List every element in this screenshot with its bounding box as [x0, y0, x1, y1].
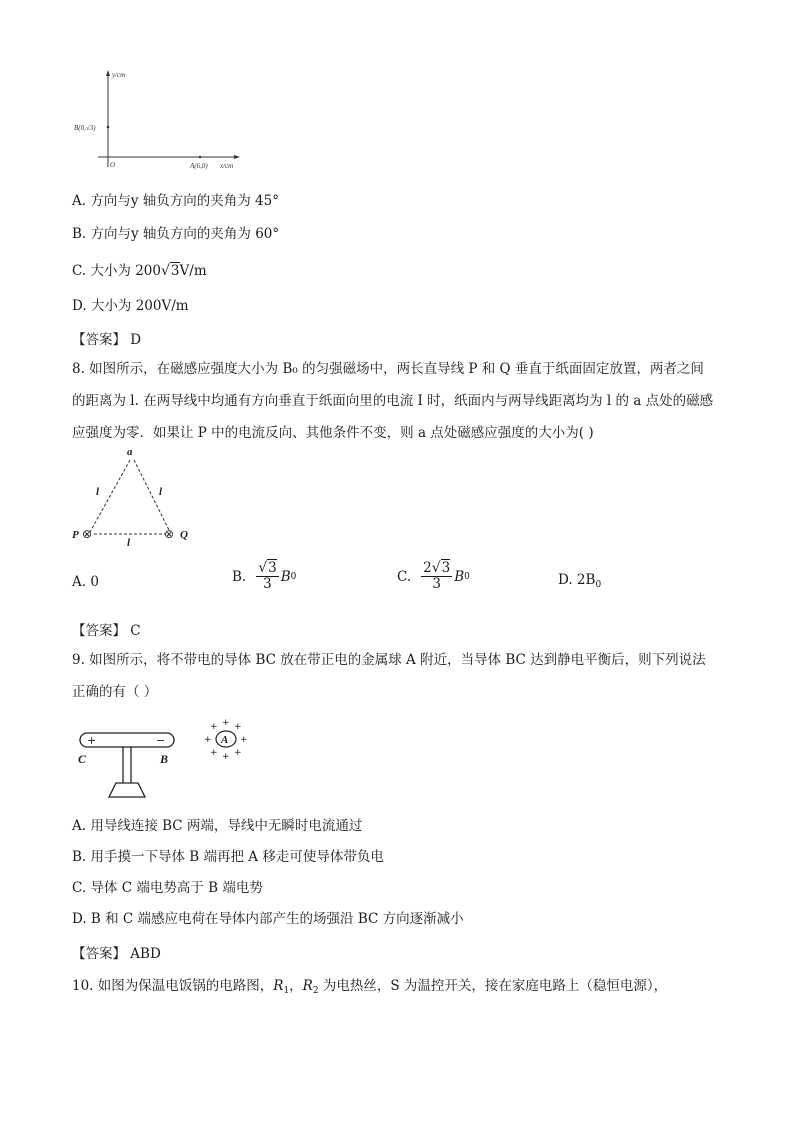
q9-stem-line-1: 9. 如图所示，将不带电的导体 BC 放在带正电的金属球 A 附近，当导体 BC 达到静电平衡后，则下列说法	[72, 652, 706, 668]
q8-option-c-radicand: 3	[441, 560, 451, 576]
q7-answer-value: D	[130, 332, 142, 348]
charge-plus: +	[222, 718, 230, 728]
y-axis-label: y/cm	[112, 71, 126, 79]
q10-stem-line-1	[72, 976, 667, 1001]
q10-sep: ，	[289, 978, 303, 994]
right-side-label: l	[159, 486, 163, 498]
q8-option-b-prefix: B.	[232, 568, 247, 585]
charge-plus: +	[240, 735, 248, 745]
q8-option-c-fraction	[421, 561, 452, 592]
q8-option-d	[558, 572, 601, 590]
q9-conductor-figure	[72, 715, 262, 805]
apex-label: a	[127, 446, 133, 458]
q8-option-c-prefix: C.	[397, 568, 412, 585]
charge-plus: +	[210, 748, 218, 758]
q10-r2: R	[302, 978, 313, 994]
p-wire-icon: ⊗	[82, 527, 93, 541]
conductor-c-label: C	[78, 752, 87, 766]
q8-option-c-sub: 0	[464, 571, 470, 582]
q7-option-c-radicand: 3	[170, 263, 180, 279]
charge-plus: +	[210, 722, 218, 732]
q8-option-c-var: B	[454, 568, 465, 585]
q8-option-b-sub: 0	[290, 571, 297, 582]
q7-coordinate-figure	[70, 62, 250, 177]
q7-answer-label: 【答案】	[72, 332, 126, 348]
q8-option-d-sub: 0	[595, 580, 602, 590]
q8-option-b-radicand: 3	[268, 560, 277, 576]
q9-option-b: B. 用手摸一下导体 B 端再把 A 移走可使导体带负电	[72, 849, 384, 865]
q8-option-b-denominator: 3	[263, 576, 272, 592]
q10-r1: R	[273, 978, 284, 994]
q8-option-c-denominator: 3	[432, 576, 441, 592]
sqrt-icon: √	[258, 560, 268, 576]
q9-answer	[72, 942, 161, 962]
conductor-b-label: B	[160, 752, 169, 766]
q8-stem-line-3: 应强度为零．如果让 P 中的电流反向、其他条件不变，则 a 点处磁感应强度的大小为( )	[72, 425, 594, 441]
q8-stem-line-1: 8. 如图所示，在磁感应强度大小为 B₀ 的匀强磁场中，两长直导线 P 和 Q 垂直于纸面固定放置，两者之间	[72, 361, 704, 377]
conductor-minus: −	[156, 734, 166, 747]
q8-answer-label: 【答案】	[72, 623, 126, 639]
q8-option-a: A. 0	[72, 574, 99, 590]
q10-line1-prefix: 10. 如图为保温电饭锅的电路图，	[72, 978, 274, 994]
charge-plus: +	[222, 752, 230, 762]
q10-line1-suffix: 为电热丝，S 为温控开关，接在家庭电路上（稳恒电源），	[318, 978, 668, 994]
conductor-plus: +	[87, 734, 97, 747]
q7-option-b: B. 方向与y 轴负方向的夹角为 60°	[72, 226, 280, 242]
sqrt-icon: √	[161, 263, 170, 279]
stand-base	[109, 783, 145, 797]
q10-r1-sub: 1	[283, 986, 290, 996]
q10-r2-sub: 2	[312, 986, 319, 996]
q8-option-c	[397, 561, 470, 592]
q9-option-c: C. 导体 C 端电势高于 B 端电势	[72, 880, 263, 896]
q-wire-label: Q	[180, 529, 188, 541]
q7-option-c	[72, 261, 207, 281]
x-axis-arrow-icon	[234, 155, 240, 159]
q8-triangle-figure	[66, 440, 206, 550]
q8-option-b	[232, 561, 296, 592]
q9-stem-line-2: 正确的有（ ）	[72, 684, 158, 700]
q-wire-icon: ⊗	[164, 527, 175, 541]
q8-answer	[72, 619, 141, 639]
q8-stem-line-2: 的距离为 l. 在两导线中均通有方向垂直于纸面向里的电流 I 时，纸面内与两导线距离均为 l 的 a 点处的磁感	[72, 393, 714, 409]
point-b-marker	[107, 126, 110, 129]
origin-label: O	[110, 161, 116, 169]
sqrt-icon: √	[431, 560, 441, 576]
p-wire-label: P	[72, 529, 79, 541]
q8-answer-value: C	[130, 623, 141, 639]
sphere-label: A	[221, 734, 229, 746]
point-a-label: A(6,0)	[190, 162, 208, 170]
q8-option-b-fraction	[256, 561, 279, 592]
q9-answer-value: ABD	[130, 946, 161, 962]
x-axis-label: x/cm	[220, 162, 234, 170]
q9-option-d: D. B 和 C 端感应电荷在导体内部产生的场强沿 BC 方向逐渐减小	[72, 911, 464, 927]
left-side-label: l	[96, 486, 100, 498]
q7-answer	[72, 328, 141, 348]
q7-option-a: A. 方向与y 轴负方向的夹角为 45°	[72, 193, 279, 209]
charge-plus: +	[204, 735, 212, 745]
q7-option-c-suffix: V/m	[179, 263, 207, 279]
q8-option-c-coef: 2	[423, 560, 432, 576]
q8-option-b-var: B	[280, 568, 291, 585]
point-a-marker	[199, 156, 202, 159]
base-label: l	[127, 537, 131, 549]
q7-option-d: D. 大小为 200V/m	[72, 298, 189, 314]
y-axis-arrow-icon	[106, 70, 110, 76]
q9-answer-label: 【答案】	[72, 946, 126, 962]
charge-plus: +	[234, 748, 242, 758]
q7-option-c-prefix: C. 大小为 200	[72, 263, 161, 279]
q8-option-d-text: D. 2B	[558, 572, 596, 588]
triangle-right-side	[134, 460, 170, 532]
q9-option-a: A. 用导线连接 BC 两端，导线中无瞬时电流通过	[72, 818, 363, 834]
charge-plus: +	[234, 722, 242, 732]
point-b-label: B(0,√3)	[74, 124, 96, 132]
